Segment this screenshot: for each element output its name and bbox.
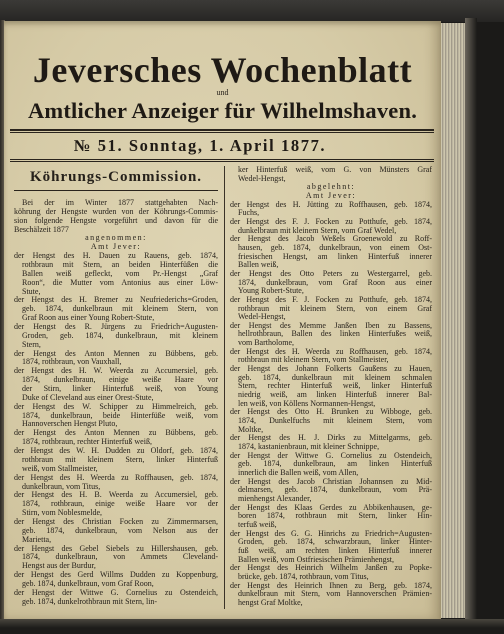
entry-line: hausen, geb. 1874, dunkelbraun, von einem Ost- bbox=[238, 242, 432, 252]
header-rule-top bbox=[10, 129, 434, 133]
stallion-entry bbox=[14, 403, 218, 430]
entry-line: brücke, geb. 1874, rothbraun, vom Titus, bbox=[238, 571, 369, 581]
entry-line: Duke of Cleveland aus einer Orest-Stute, bbox=[22, 392, 154, 402]
intro-line: Bei der im Winter 1877 stattgehabten Nach- bbox=[22, 198, 218, 207]
entry-line: der Hengst der Wittwe G. Cornelius zu Ostendeich, bbox=[14, 587, 218, 597]
stallion-entry bbox=[230, 504, 432, 530]
entry-line: Hengst aus der Burdur, bbox=[22, 561, 96, 571]
header-rule-bottom bbox=[10, 159, 434, 162]
book-spine-shadow bbox=[465, 18, 477, 622]
entry-line: der Hengst des H. J. Dirks zu Mittelgarms, geb. bbox=[230, 433, 432, 443]
stallion-entry bbox=[230, 452, 432, 478]
entry-line: rothbraun mit kleinem Stern, von einem Graf bbox=[238, 303, 432, 313]
continued-entry bbox=[230, 166, 432, 183]
entry-line: geb. 1874, dunkelbraun, vom Nelson aus der bbox=[22, 525, 218, 535]
stallion-entry bbox=[230, 322, 432, 348]
stallion-entry bbox=[14, 252, 218, 296]
entry-line: rothbraun mit Stern, an beiden Hinterfüßen die bbox=[22, 260, 218, 270]
stallion-entry bbox=[14, 491, 218, 518]
entry-line: hellrothbraun, Ballen des linken Hinterfußes weiß, bbox=[238, 329, 432, 339]
entry-line: 1874, Dunkelfuchs mit kleinem Stern, vom bbox=[238, 416, 432, 426]
entry-line: 1874, rothbraun, einige weiße Haare vor der bbox=[22, 499, 218, 509]
entry-line: friesischen Hengst, am linken Hinterfuß innerer bbox=[238, 251, 432, 261]
entry-line: der Hengst des R. Jürgens zu Friedrich=Augusten- bbox=[14, 322, 218, 332]
stallion-entry bbox=[230, 564, 432, 581]
intro-line: Beschälzeit 1877 bbox=[14, 224, 69, 234]
entry-line: der Hengst des F. J. Focken zu Potthufe, geb. 1874, bbox=[230, 216, 432, 226]
entry-line: der Hengst des H. Dauen zu Rauens, geb. 1874, bbox=[14, 251, 218, 261]
entry-line: dunkelbraun mit kleinem Stern, vom Graf Wedel, bbox=[238, 225, 397, 235]
entry-line: Wedel-Hengst, bbox=[238, 173, 286, 183]
entry-line: 1874, rothbraun, von Vauxhall, bbox=[22, 357, 122, 367]
entry-line: der Hengst des Anton Mennen zu Bübbens, geb. bbox=[14, 428, 218, 438]
entry-line: Wedel-Hengst, bbox=[238, 312, 286, 322]
newspaper-page bbox=[4, 21, 441, 619]
entry-line: 1874, dunkelbraun, von Ammets Cleveland- bbox=[22, 552, 218, 562]
entry-line: Groden, geb. 1874, schwarzbraun, linker Hinter- bbox=[238, 537, 432, 547]
entry-line: rothbraun mit kleinem Stern, linker Hinterfuß bbox=[22, 454, 218, 464]
entry-line: Graf Roon aus einer Young Robert-Stute, bbox=[22, 313, 155, 323]
office-label: Amt Jever: bbox=[305, 190, 357, 200]
stallion-entry bbox=[230, 296, 432, 322]
office-label: Amt Jever: bbox=[90, 242, 142, 252]
entry-line: terfuß weiß, bbox=[238, 519, 277, 529]
entry-line: boren 1874, rothbraun mit Stern, linker Hin- bbox=[238, 511, 432, 521]
entry-line: Roon“, die Mutter vom Antonius aus einer Löw- bbox=[22, 277, 218, 287]
entry-line: Stute, bbox=[22, 286, 41, 296]
entry-line: geb. 1874, dunkelbraun mit kleinem schmalen bbox=[238, 372, 432, 382]
entry-line: der Hengst des Johann Folkerts Gaußens zu Hauen, bbox=[230, 364, 432, 374]
stallion-entry bbox=[230, 218, 432, 235]
entry-line: rothbraun mit kleinem Stern, vom Stallmeister, bbox=[238, 355, 389, 365]
entry-line: Stern, bbox=[22, 339, 41, 349]
entry-line: der Hengst des Anton Mennen zu Bübbens, geb. bbox=[14, 348, 218, 358]
stallion-entry bbox=[230, 270, 432, 296]
entry-line: der Hengst des Jacob Christian Johannsen zu Mid- bbox=[230, 476, 432, 486]
entry-line: hengst Graf Moltke, bbox=[238, 597, 303, 607]
entry-line: der Hengst des W. H. Dudden zu Oldorf, geb. 1874, bbox=[14, 446, 218, 456]
entry-line: der Hengst des W. Schipper zu Himmelreich, geb. bbox=[14, 401, 218, 411]
stallion-entry bbox=[230, 434, 432, 451]
entry-line: innerlich die Ballen weiß, vom Allen, bbox=[238, 467, 359, 477]
stallion-entry bbox=[14, 518, 218, 545]
stallion-entry bbox=[14, 447, 218, 474]
entry-line: fuß weiß, am rechten linken Hinterfuß innerer bbox=[238, 545, 432, 555]
stallion-entry bbox=[14, 350, 218, 368]
entry-line: der Hengst des H. Weerda zu Roffhausen, geb. 1874, bbox=[230, 346, 432, 356]
stallion-entry bbox=[230, 365, 432, 408]
rejected-label: abgelehnt: bbox=[306, 182, 356, 192]
intro-paragraph bbox=[14, 199, 218, 234]
entry-line: mienhengst Alexander, bbox=[238, 493, 312, 503]
entry-line: geb. 1874, dunkelbraun, am linken Hinterfuß bbox=[238, 459, 432, 469]
entry-line: der Hengst des Heinrich Wilhelm Janßen zu Popke- bbox=[230, 563, 432, 573]
stallion-entry bbox=[230, 348, 432, 365]
entry-line: Young Robert-Stute, bbox=[238, 286, 304, 296]
entry-line: ker Hinterfuß weiß, vom G. von Münsters Graf bbox=[238, 165, 432, 174]
entry-line: 1874, dunkelbraun, beide Hinterfüße weiß, vom bbox=[22, 410, 218, 420]
stallion-entry bbox=[230, 478, 432, 504]
accepted-stallion-list bbox=[14, 252, 218, 606]
entry-line: delmarsen, geb. 1874, dunkelbraun, vom Prä- bbox=[238, 485, 432, 495]
entry-line: der Hengst des Gerd Willms Dudden zu Koppenburg, bbox=[14, 570, 218, 580]
entry-line: der Hengst des Otto Peters zu Westergarrel, geb. bbox=[230, 268, 432, 278]
entry-line: der Hengst des G. G. Hinrichs zu Friedrich=Augusten- bbox=[230, 528, 432, 538]
entry-line: der Hengst des H. B. Weerda zu Accumersiel, geb. bbox=[14, 490, 218, 500]
entry-line: der Hengst des Klaas Gerdes zu Abbikenhausen, ge- bbox=[230, 502, 432, 512]
entry-line: Moltke, bbox=[238, 424, 264, 434]
entry-line: der Hengst des Jacob Weßels Groenewold zu Roff- bbox=[230, 234, 432, 244]
entry-line: vom Bartholome, bbox=[238, 338, 294, 348]
entry-line: Ballen weiß gefleckt, vom Pr.-Hengst „Graf bbox=[22, 268, 218, 278]
page-stack-edges bbox=[441, 23, 465, 618]
stallion-entry bbox=[14, 589, 218, 607]
entry-line: der Hengst der Wittwe G. Cornelius zu Ostendeich, bbox=[230, 450, 432, 460]
left-column bbox=[14, 166, 218, 607]
stallion-entry bbox=[14, 323, 218, 350]
entry-line: der Hengst des Gebel Siebels zu Hillershausen, geb. bbox=[14, 543, 218, 553]
stallion-entry bbox=[230, 530, 432, 565]
heading-rule bbox=[14, 190, 218, 191]
entry-line: 1874, kastanienbraun, mit kleiner Schnippe, bbox=[238, 442, 380, 451]
entry-line: dunkelbraun mit Stern, vom Hannoverschen Prämien- bbox=[238, 589, 432, 599]
accepted-label: angenommen: bbox=[85, 233, 147, 243]
masthead-title: Jeversches Wochenblatt bbox=[32, 50, 413, 90]
entry-line: 1874, dunkelbraun, einige weiße Haare vor bbox=[22, 375, 218, 385]
section-heading: Köhrungs-Commission. bbox=[29, 169, 203, 185]
entry-line: Stirn, vom Noblesmelde, bbox=[22, 508, 102, 518]
stallion-entry bbox=[230, 201, 432, 218]
entry-line: niedrig weiß, am linken Hinterfuß innerer Bal- bbox=[238, 390, 432, 400]
entry-line: Ballen weiß, vom Ostfriesischen Prämienhengst, bbox=[238, 554, 394, 564]
rejected-stallion-list bbox=[230, 201, 432, 608]
entry-line: geb. 1874, dunkelbraun mit kleinem Stern, von bbox=[22, 304, 218, 314]
stallion-entry bbox=[230, 235, 432, 270]
entry-line: der Stirn, linker Hinterfuß weiß, von Young bbox=[22, 384, 218, 394]
entry-line: Stern, rechter Hinterfuß weiß, linker Hinterfuß bbox=[238, 381, 432, 391]
entry-line: der Hengst des H. Jütting zu Roffhausen, geb. 1874, bbox=[230, 199, 432, 209]
entry-line: der Hengst des F. J. Focken zu Potthufe, geb. 1874, bbox=[230, 294, 432, 304]
stallion-entry bbox=[14, 545, 218, 572]
stallion-entry bbox=[14, 474, 218, 492]
entry-line: len weiß, von Köllens Normannen-Hengst, bbox=[238, 398, 376, 408]
issue-line: № 51. Sonntag, 1. April 1877. bbox=[73, 136, 327, 155]
entry-line: Ballen weiß, bbox=[238, 260, 279, 270]
entry-line: der Hengst des H. Bremer zu Neufriederichs=Groden, bbox=[14, 295, 218, 305]
masthead-subtitle: Amtlicher Anzeiger für Wilhelmshaven. bbox=[27, 98, 418, 123]
scan-background-top bbox=[0, 0, 504, 22]
entry-line: Fuchs, bbox=[238, 208, 260, 218]
entry-line: 1874, rothbraun, rechter Hinterfuß weiß, bbox=[22, 437, 152, 447]
entry-line: 1874, dunkelbraun, vom Graf Roon aus einer bbox=[238, 277, 432, 287]
entry-line: der Hengst des H. W. Weerda zu Accumersiel, geb. bbox=[14, 366, 218, 376]
right-column bbox=[230, 166, 432, 607]
entry-line: geb. 1874, dunkelbraun, vom Graf Roon, bbox=[22, 578, 154, 588]
stallion-entry bbox=[14, 367, 218, 402]
entry-line: der Hengst des Christian Focken zu Zimmermarsen, bbox=[14, 516, 218, 526]
column-divider bbox=[224, 166, 225, 609]
masthead-connector: und bbox=[216, 88, 229, 97]
entry-line: der Hengst des H. Weerda zu Roffhausen, geb. 1874, bbox=[14, 472, 218, 482]
stallion-entry bbox=[14, 429, 218, 447]
entry-line: weiß, vom Stallmeister, bbox=[22, 463, 98, 473]
entry-line: Groden, geb. 1874, dunkelbraun, mit kleinem bbox=[22, 330, 218, 340]
entry-line: der Hengst des Otto H. Brunken zu Wibboge, geb. bbox=[230, 407, 432, 417]
entry-line: Marietta, bbox=[22, 534, 52, 544]
stallion-entry bbox=[14, 296, 218, 323]
entry-line: geb. 1874, dunkelrothbraun mit Stern, lin- bbox=[22, 596, 158, 606]
entry-line: der Hengst des Memme Janßen Iben zu Bassens, bbox=[230, 320, 432, 330]
entry-line: Hannoverschen Hengst Pluto, bbox=[22, 419, 118, 429]
intro-line: köhrung der Hengste wurden von der Köhrungs-Commis- bbox=[14, 206, 218, 216]
entry-line: der Hengst des Heinrich Ihnen zu Berg, geb. 1874, bbox=[230, 580, 432, 590]
stallion-entry bbox=[230, 582, 432, 608]
entry-line: dunkelbraun, vom Titus, bbox=[22, 481, 101, 491]
scan-background-bottom bbox=[0, 619, 504, 634]
intro-line: sion folgende Hengste vorgeführt und davon für die bbox=[14, 215, 218, 225]
stallion-entry bbox=[14, 571, 218, 589]
stallion-entry bbox=[230, 408, 432, 434]
